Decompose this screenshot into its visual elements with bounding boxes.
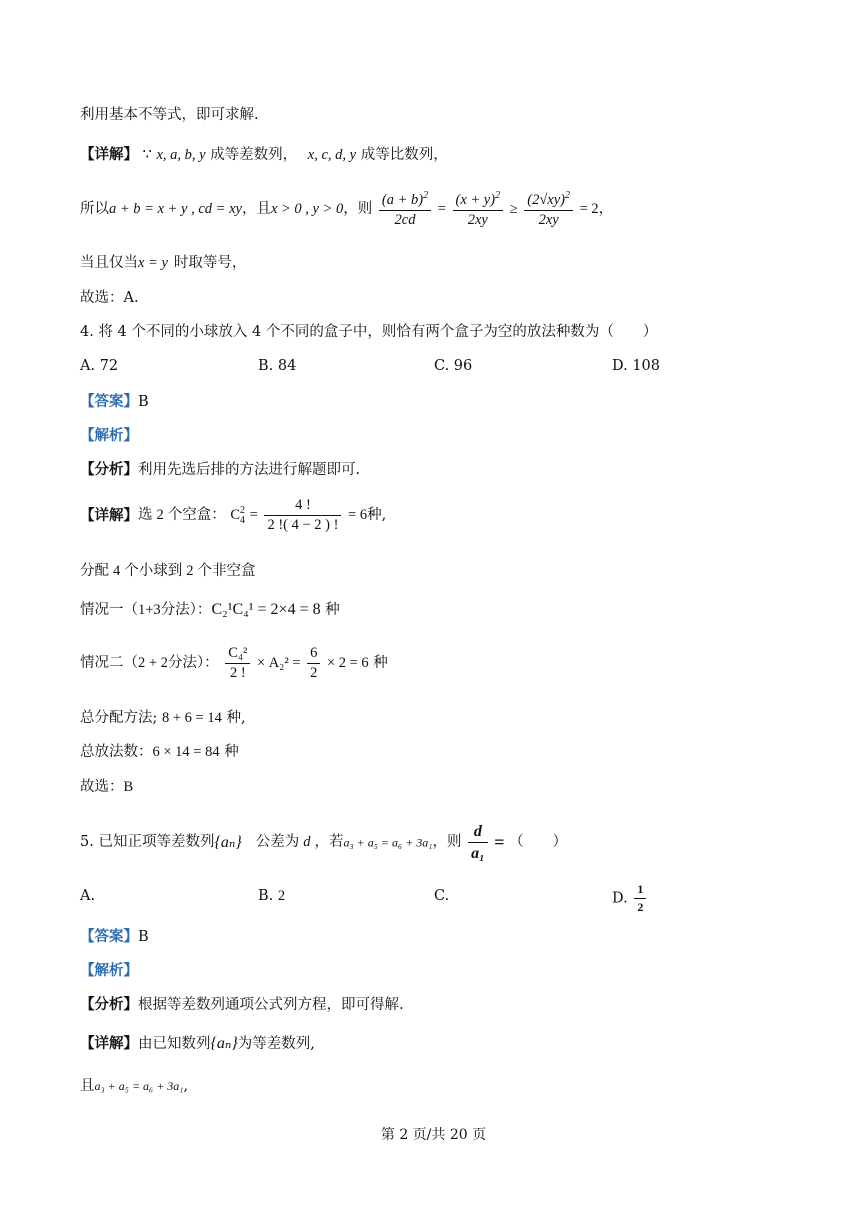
q5-option-d: D. $\frac{1}{2}$ <box>612 882 648 915</box>
text-line: 利用基本不等式，即可求解. <box>80 107 259 123</box>
q4-option-b: B. 84 <box>258 358 297 374</box>
choice-line: 故选：A. <box>80 290 139 306</box>
case-1-line: 情况一（1+3分法）：C₂¹C₄¹ = 2×4 = 8 种 <box>80 601 340 618</box>
q5-option-a: A. <box>80 888 96 904</box>
fenxi-line: 【分析】根据等差数列通项公式列方程，即可得解. <box>80 996 404 1013</box>
fraction: $\frac{\text{C₄²}}{2 !}$ <box>225 645 250 683</box>
case-2-line: 情况二（2 + 2分法）： $\frac{\text{C₄²}}{2 !}$ × A₂² = $\frac{6}{2}$ × 2 = 6 种 <box>80 645 388 682</box>
question-5: 5. 已知正项等差数列{aₙ} 公差为 d ，若a₃ + a₅ = a₆ + 3a₁，则 $\frac{d}{\text{a₁}}$ = （ ） <box>80 823 568 863</box>
fraction: $\frac{6}{2}$ <box>307 645 320 683</box>
fraction: $\frac{1}{2}$ <box>634 882 646 915</box>
text-line: 分配 4 个小球到 2 个非空盒 <box>80 563 256 579</box>
detail-line: 【详解】由已知数列{aₙ}为等差数列, <box>80 1035 315 1052</box>
detail-label: 【详解】 <box>80 146 138 163</box>
q4-option-c: C. 96 <box>434 358 473 374</box>
text-line: 总放法数：6 × 14 = 84 种 <box>80 744 239 760</box>
detail-line: 【详解】选 2 个空盒： $C^2_4$ = $\frac{4 !}{2 !( 4 - 2 ) !}$ = 6种, <box>80 497 387 534</box>
question-4: 4. 将 4 个不同的小球放入 4 个不同的盒子中，则恰有两个盒子为空的放法种数为（ ） <box>80 324 658 340</box>
detail-line: 【详解】 ∵ x, a, b, y 成等差数列， x, c, d, y 成等比数列， <box>80 146 448 163</box>
answer-line: 【答案】B <box>80 928 149 945</box>
fraction: $\frac{4 !}{2 !( 4 - 2 ) !}$ <box>264 497 341 535</box>
page-footer: 第 2 页/共 20 页 <box>380 1127 487 1143</box>
formula-line: 所以a + b = x + y , cd = xy，且x > 0 , y > 0，则 $\frac{(a + b)^2}{2cd}$ = $\frac{(x + y)^2}{2xy}$ ≥ $\frac{(2√xy)^2}{2xy}$ = 2， <box>80 190 614 229</box>
answer-line: 【答案】B <box>80 393 149 410</box>
fraction: $\frac{(x + y)^2}{2xy}$ <box>453 190 504 230</box>
analysis-label: 【解析】 <box>80 962 138 979</box>
q5-option-c: C. <box>434 888 450 904</box>
q4-option-d: D. 108 <box>612 358 661 374</box>
text-line: 且a₃ + a₅ = a₆ + 3a₁, <box>80 1078 189 1094</box>
fenxi-line: 【分析】利用先选后排的方法进行解题即可. <box>80 461 361 478</box>
choice-line: 故选：B <box>80 779 134 795</box>
fraction: $\frac{(2√xy)^2}{2xy}$ <box>524 190 573 230</box>
text-line: 总分配方法; 8 + 6 = 14 种, <box>80 710 246 726</box>
analysis-label: 【解析】 <box>80 427 138 444</box>
text-line: 当且仅当x = y 时取等号， <box>80 255 247 271</box>
fraction: $\frac{d}{\text{a₁}}$ <box>468 822 488 863</box>
q4-option-a: A. 72 <box>80 358 119 374</box>
fraction: $\frac{(a + b)^2}{2cd}$ <box>379 190 431 230</box>
q5-option-b: B. 2 <box>258 888 286 904</box>
